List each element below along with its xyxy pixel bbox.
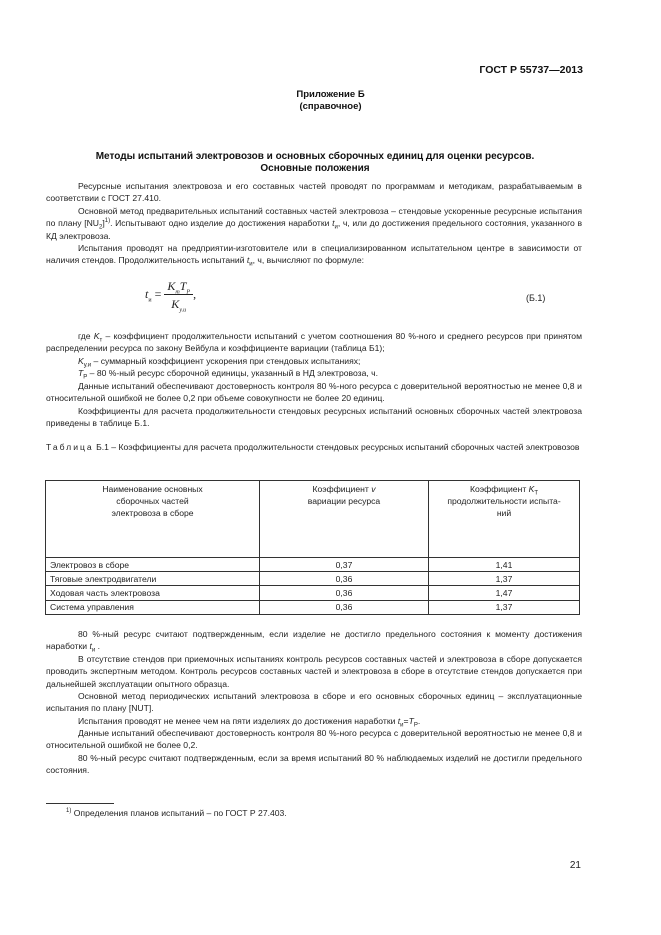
paragraph: В отсутствие стендов при приемочных испытаниях контроль ресурсов составных частей и электровоза в сборе допускается проводить экспертным методом. Контроль ресурсов составных частей и электровоза в сборе в отсутствие стендов допускается при дальнейшей эксплуатации опытного образца. [46, 654, 582, 689]
paragraph: Данные испытаний обеспечивают достоверность контроля 80 %-ного ресурса с доверительной вероятностью не менее 0,8 и относительной ошибкой не более 0,2. [46, 728, 582, 751]
cell-kt: 1,37 [429, 572, 580, 586]
cell-name: Ходовая часть электровоза [46, 586, 260, 600]
cell-name: Электровоз в сборе [46, 558, 260, 572]
cell-v: 0,36 [260, 572, 429, 586]
table-caption: Таблица Б.1 – Коэффициенты для расчета продолжительности стендовых ресурсных испытаний сборочных частей электровозов [46, 442, 580, 452]
cell-name: Тяговые электродвигатели [46, 572, 260, 586]
paragraph: Основной метод предварительных испытаний составных частей электровоза – стендовые ускоренные ресурсные испытания по плану $[NU_2]^{1)}$. Испытывают одно изделие до достижения наработки $t_и$, ч, или до достижения предельного состояния, указанного в КД электровоза. [46, 206, 583, 241]
cell-kt: 1,47 [429, 586, 580, 600]
header-duration: Коэффициент $K_T$ продолжительности испыта- ний [429, 481, 580, 558]
table-header-row [46, 481, 580, 558]
table-row [46, 600, 580, 614]
formula-label: (Б.1) [526, 293, 546, 303]
where-item: $T_Р - 80$ %-ный ресурс сборочной единицы, указанный в НД электровоза, ч. [78, 368, 379, 381]
cell-kt: 1,37 [429, 600, 580, 614]
table-row [46, 586, 580, 600]
page-number: 21 [569, 860, 581, 871]
cell-kt: 1,41 [429, 558, 580, 572]
footnote-divider [46, 803, 114, 804]
footnote: $^{1)}$ Определения планов испытаний – по ГОСТ Р 27.403. [66, 808, 287, 818]
paragraph: Коэффициенты для расчета продолжительности стендовых ресурсных испытаний основных сборочных частей электровоза приведены в таблице Б.1. [46, 406, 582, 429]
where-clause: где $K_т$ – коэффициент продолжительности испытаний с учетом соотношения 80 %-ного и среднего ресурсов при принятом распределении ресурса по закону Вейбула и коэффициенте вариации (таблица Б1); [46, 331, 582, 354]
formula-b1: $t_и$ = $\frac{K_тT_Р}{K_{у.и}}$ , [145, 279, 197, 314]
document-header: ГОСТ Р 55737—2013 [479, 64, 583, 76]
cell-v: 0,36 [260, 586, 429, 600]
section-title-line2: Основные положения [260, 163, 370, 174]
paragraph: Ресурсные испытания электровоза и его составных частей проводят по программам и методикам, разрабатываемым в соответствии с ГОСТ 27.410. [46, 181, 582, 204]
section-title-line1: Методы испытаний электровозов и основных сборочных единиц для оценки ресурсов. [95, 151, 535, 162]
table-row [46, 558, 580, 572]
where-item: $K_{у.и}$ – суммарный коэффициент ускорения при стендовых испытаниях; [78, 356, 361, 369]
header-variation: Коэффициент v вариации ресурса [260, 481, 429, 558]
paragraph: 80 %-ный ресурс считают подтвержденным, если изделие не достигло предельного состояния к моменту достижения наработки $t_и$ . [46, 629, 582, 655]
table-row [46, 572, 580, 586]
cell-v: 0,36 [260, 600, 429, 614]
paragraph: Испытания проводят не менее чем на пяти изделиях до достижения наработки $t_и=T_Р$. [78, 716, 421, 729]
paragraph: Основной метод периодических испытаний электровоза в сборе и его основных сборочных единиц – эксплуатационные испытания по плану [NUT]. [46, 691, 582, 714]
paragraph: Испытания проводят на предприятии-изготовителе или в специализированном испытательном центре в зависимости от наличия стендов. Продолжительность испытаний $t_и$, ч, вычисляют по формуле: [46, 243, 582, 269]
header-name: Наименование основных сборочных частей электровоза в сборе [46, 481, 260, 558]
appendix-title: Приложение Б [296, 89, 365, 100]
cell-name: Система управления [46, 600, 260, 614]
cell-v: 0,37 [260, 558, 429, 572]
coefficients-table [45, 480, 580, 615]
appendix-note: (справочное) [299, 101, 362, 112]
paragraph: 80 %-ный ресурс считают подтвержденным, если за время испытаний 80 % наблюдаемых изделий не достигли предельного состояния. [46, 753, 582, 776]
paragraph: Данные испытаний обеспечивают достоверность контроля 80 %-ного ресурса с доверительной вероятностью не менее 0,8 и относительной ошибкой не более 0,2 при объеме совокупности не более 20 единиц. [46, 381, 582, 404]
